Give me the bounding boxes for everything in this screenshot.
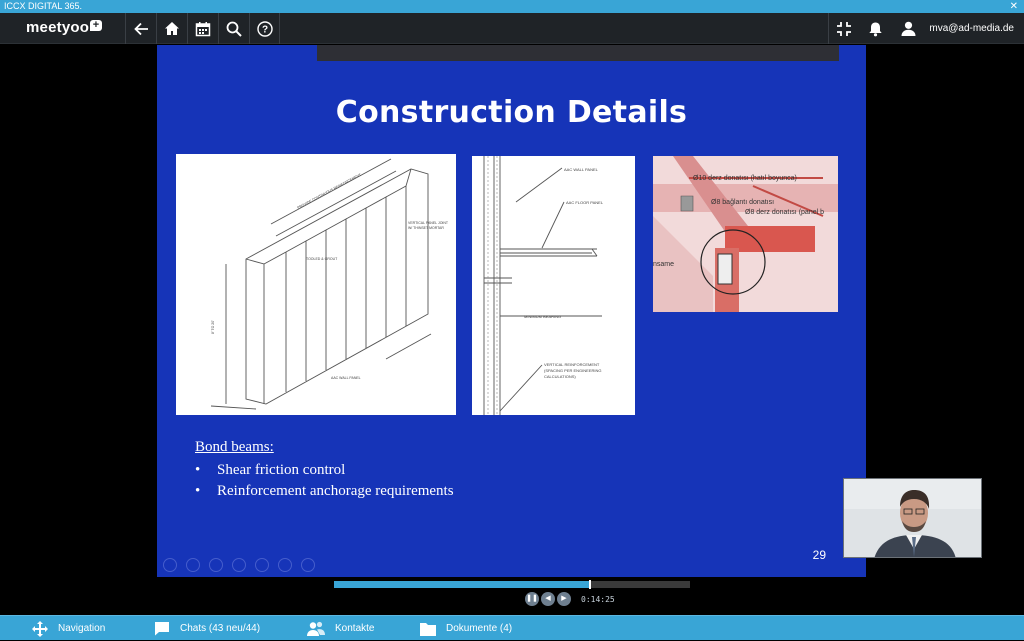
slide-tool-next-icon[interactable]	[186, 558, 200, 572]
help-icon	[257, 21, 273, 37]
calendar-button[interactable]	[187, 13, 218, 44]
slide-title: Construction Details	[335, 95, 688, 130]
slide-page-number: 29	[812, 548, 826, 562]
notifications-button[interactable]	[860, 13, 891, 44]
back-arrow-icon	[133, 22, 149, 36]
minimize-icon	[836, 21, 852, 37]
slide-tool-zoom-icon[interactable]	[255, 558, 269, 572]
contacts-icon	[307, 621, 325, 636]
slide-tool-slides-icon[interactable]	[232, 558, 246, 572]
svg-text:W/ THINSET MORTAR: W/ THINSET MORTAR	[408, 226, 444, 230]
slide-tool-pen-icon[interactable]	[209, 558, 223, 572]
bell-icon	[868, 21, 883, 37]
slide-header-bar	[317, 45, 839, 61]
slide-toolbar	[163, 558, 315, 572]
meetyoo-logo[interactable]	[26, 19, 102, 36]
player-controls	[525, 592, 615, 606]
slide-tool-more-icon[interactable]	[301, 558, 315, 572]
bottom-item-label: Kontakte	[335, 623, 375, 634]
playback-progress-thumb[interactable]	[589, 580, 591, 589]
logo-badge: +	[90, 20, 102, 31]
bottom-item-label: Chats (43 neu/44)	[180, 623, 261, 634]
svg-text:AAC WALL PANEL: AAC WALL PANEL	[331, 376, 361, 380]
logo-text: meetyoo	[26, 19, 90, 36]
playback-timecode: 0:14:25	[581, 594, 615, 604]
calendar-icon	[195, 21, 211, 37]
speaker-image	[844, 479, 982, 558]
slide-tool-options-icon[interactable]	[278, 558, 292, 572]
home-icon	[164, 21, 180, 36]
label-calculations: CALCULATIONS)	[544, 374, 576, 379]
presentation-stage	[0, 44, 1024, 615]
speaker-video[interactable]	[843, 478, 982, 558]
bottom-item-label: Dokumente (4)	[446, 623, 513, 634]
label-vertical-reinforcement: VERTICAL REINFORCEMENT	[544, 362, 600, 367]
svg-text:?: ?	[261, 24, 268, 35]
svg-text:PROVIDE CONTINUOUS REINFORCEME: PROVIDE CONTINUOUS REINFORCEMENT	[296, 172, 362, 210]
window-titlebar	[0, 0, 1024, 13]
forward-icon[interactable]: ▶	[557, 592, 571, 606]
label-nsame: nsame	[653, 261, 675, 268]
svg-text:8' TO 20': 8' TO 20'	[211, 320, 215, 334]
chat-icon	[154, 621, 170, 636]
label-aac-floor-panel: AAC FLOOR PANEL	[566, 200, 604, 205]
label-spacing: (SPACING PER ENGINEERING	[544, 368, 602, 373]
label-aac-wall-panel: AAC WALL PANEL	[564, 167, 598, 172]
section-illustration	[472, 156, 635, 415]
label-d10: Ø10 derz donatısı (hatıl boyunca)	[693, 175, 797, 182]
svg-text:TOOLED & GROUT: TOOLED & GROUT	[306, 257, 338, 261]
label-minimum-bearing: MINIMUM BEARING	[524, 314, 562, 319]
reinforcement-illustration	[653, 156, 838, 312]
slide-tool-prev-icon[interactable]	[163, 558, 177, 572]
bottom-item-navigation[interactable]	[32, 616, 105, 641]
user-button[interactable]	[893, 13, 924, 44]
top-navigation	[0, 13, 1024, 44]
bottom-item-chats[interactable]	[154, 616, 260, 641]
exit-fullscreen-button[interactable]	[828, 13, 859, 44]
bullet-item: • Reinforcement anchorage requirements	[195, 481, 454, 502]
label-d8-derz: Ø8 derz donatısı (panel b	[745, 209, 824, 216]
back-button[interactable]	[125, 13, 156, 44]
bottom-item-documents[interactable]	[420, 616, 512, 641]
floor-wall-section-drawing	[472, 156, 635, 415]
close-icon[interactable]: ✕	[1009, 1, 1018, 12]
folder-icon	[420, 622, 436, 636]
playback-progress-fill	[334, 581, 590, 588]
bottom-item-label: Navigation	[58, 623, 106, 634]
user-icon	[901, 21, 916, 36]
label-d8-baglanti: Ø8 bağlantı donatısı	[711, 199, 775, 206]
help-button[interactable]	[249, 13, 280, 44]
svg-text:VERTICAL PANEL JOINT: VERTICAL PANEL JOINT	[408, 221, 449, 225]
bullet-item: • Shear friction control	[195, 460, 454, 481]
bottom-item-contacts[interactable]	[307, 616, 374, 641]
rewind-icon[interactable]: ◀	[541, 592, 555, 606]
playback-progress-bar[interactable]	[334, 581, 690, 588]
wall-panel-drawing	[176, 154, 456, 415]
bottom-toolbar	[0, 615, 1024, 640]
bond-beam-reinforcement-image	[653, 156, 838, 312]
bond-beams-heading: Bond beams:	[195, 439, 274, 455]
search-icon	[226, 21, 242, 37]
pause-icon[interactable]: ❚❚	[525, 592, 539, 606]
home-button[interactable]	[156, 13, 187, 44]
wall-panel-illustration	[176, 154, 456, 415]
search-button[interactable]	[218, 13, 249, 44]
window-title: ICCX DIGITAL 365.	[4, 1, 83, 11]
move-icon	[32, 621, 48, 637]
user-email[interactable]: mva@ad-media.de	[929, 23, 1014, 34]
slide-bullets	[195, 439, 454, 502]
presentation-slide	[157, 45, 866, 577]
